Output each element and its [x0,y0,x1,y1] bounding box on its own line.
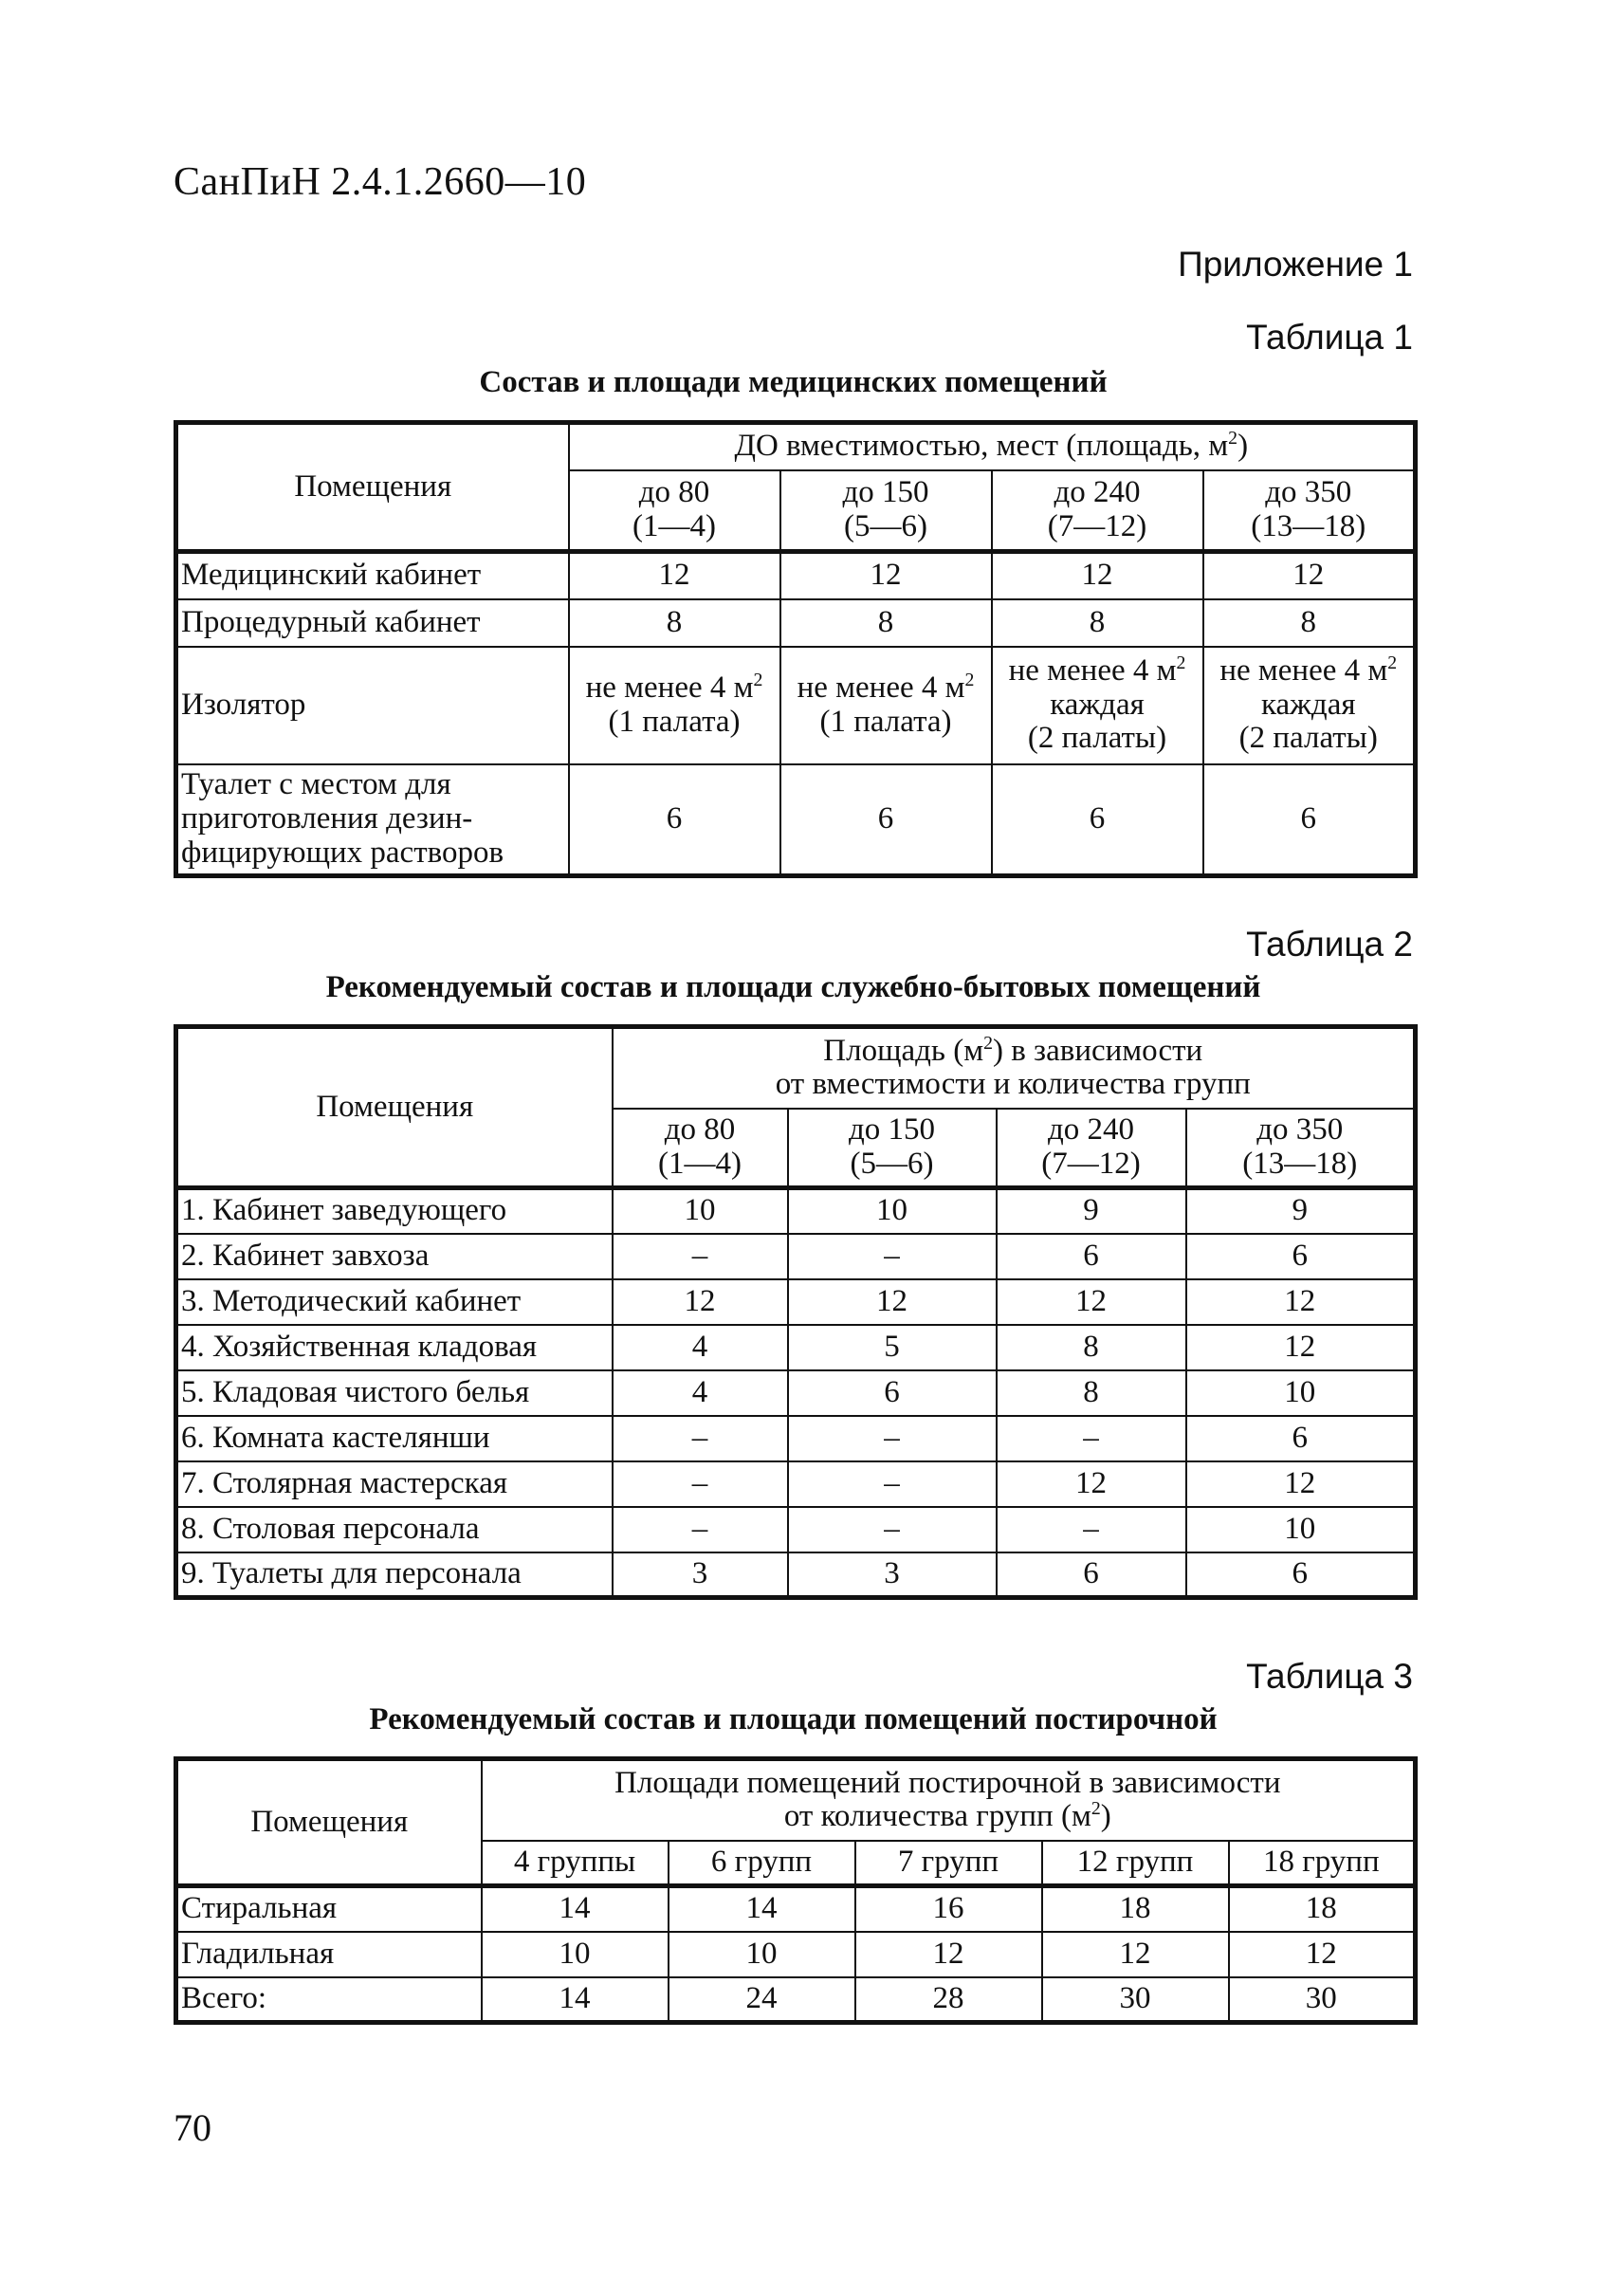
table2-header-col: до 80 (1—4) [613,1109,788,1188]
cell: 30 [1229,1977,1416,2023]
cell: не менее 4 $м^2$ каждая (2 палаты) [1203,647,1416,764]
row-name: 3. Методический кабинет [176,1279,613,1325]
table3-title: Рекомендуемый состав и площади помещений постирочной [369,1702,1218,1736]
table3-label: Таблица 3 [1246,1657,1413,1696]
cell: 6 [997,1234,1186,1279]
table2-header-col: до 350 (13—18) [1186,1109,1416,1188]
cell: – [997,1507,1186,1552]
cell: 8 [569,599,780,647]
cell: 10 [613,1188,788,1234]
cell: 6 [1186,1552,1416,1598]
cell: 30 [1042,1977,1229,2023]
cell: 18 [1042,1886,1229,1932]
table3-header-group: Площади помещений постирочной в зависимости от количества групп $(м^2)$ [482,1759,1416,1841]
cell: – [788,1507,997,1552]
cell: 3 [613,1552,788,1598]
table-row [176,1370,1416,1416]
row-name: 9. Туалеты для персонала [176,1552,613,1598]
table2-header-col: до 240 (7—12) [997,1109,1186,1188]
cell: 4 [613,1370,788,1416]
cell: 6 [1186,1234,1416,1279]
cell: 8 [997,1370,1186,1416]
cell: 10 [482,1932,669,1977]
table-row [176,1507,1416,1552]
cell: 16 [855,1886,1042,1932]
cell: 12 [788,1279,997,1325]
cell: 12 [1229,1932,1416,1977]
table1-label: Таблица 1 [1246,318,1413,357]
page-number: 70 [174,2106,211,2149]
cell: 12 [1186,1461,1416,1507]
table-row [176,1977,1416,2023]
row-name: 1. Кабинет заведующего [176,1188,613,1234]
row-name: Всего: [176,1977,482,2023]
cell: 10 [788,1188,997,1234]
cell: 14 [482,1977,669,2023]
table3-header-col: 7 групп [855,1841,1042,1886]
cell: 10 [1186,1507,1416,1552]
table-row [176,1279,1416,1325]
table2-title: Рекомендуемый состав и площади служебно-бытовых помещений [325,970,1261,1004]
row-name: Медицинский кабинет [176,552,569,599]
table-row [176,1188,1416,1234]
row-name: Туалет с местом для приготовления дезин- фицирующих растворов [176,764,569,876]
cell: 6 [780,764,992,876]
table2-header-col: до 150 (5—6) [788,1109,997,1188]
row-name: Стиральная [176,1886,482,1932]
cell: 12 [569,552,780,599]
table-row [176,1886,1416,1932]
table3-header-col: 18 групп [1229,1841,1416,1886]
table-row [176,1552,1416,1598]
cell: 6 [788,1370,997,1416]
row-name: Изолятор [176,647,569,764]
table3-header-col: 12 групп [1042,1841,1229,1886]
table-row [176,1461,1416,1507]
cell: – [613,1416,788,1461]
row-name: 7. Столярная мастерская [176,1461,613,1507]
table-row [176,764,1416,876]
table-row [176,552,1416,599]
cell: 18 [1229,1886,1416,1932]
cell: 12 [613,1279,788,1325]
table1-header-col: до 350 (13—18) [1203,470,1416,552]
cell: не менее 4 $м^2$ (1 палата) [569,647,780,764]
cell: 5 [788,1325,997,1370]
cell: 8 [1203,599,1416,647]
table1-header-group: ДО вместимостью, мест (площадь, $м^2$) [569,423,1416,470]
table2-header-room: Помещения [176,1027,613,1188]
cell: 12 [997,1461,1186,1507]
table-row [176,1416,1416,1461]
cell: 6 [1203,764,1416,876]
cell: – [788,1461,997,1507]
row-name: 6. Комната кастелянши [176,1416,613,1461]
cell: 10 [1186,1370,1416,1416]
table-row [176,1325,1416,1370]
cell: 12 [1042,1932,1229,1977]
table1-header-col: до 80 (1—4) [569,470,780,552]
appendix-label: Приложение 1 [1178,245,1413,284]
row-name: 8. Столовая персонала [176,1507,613,1552]
cell: 12 [1186,1279,1416,1325]
table-row [176,599,1416,647]
row-name: 4. Хозяйственная кладовая [176,1325,613,1370]
table3-header-col: 4 группы [482,1841,669,1886]
cell: – [613,1461,788,1507]
cell: 14 [669,1886,855,1932]
cell: 12 [780,552,992,599]
table2 [174,1024,1418,1600]
cell: 6 [569,764,780,876]
cell: 6 [1186,1416,1416,1461]
table3 [174,1756,1418,2025]
cell: 8 [992,599,1203,647]
cell: 9 [997,1188,1186,1234]
row-name: Процедурный кабинет [176,599,569,647]
cell: 28 [855,1977,1042,2023]
document-code: СанПиН 2.4.1.2660—10 [174,160,587,204]
table3-header-room: Помещения [176,1759,482,1886]
cell: 12 [855,1932,1042,1977]
table2-label: Таблица 2 [1246,925,1413,964]
cell: 10 [669,1932,855,1977]
cell: 12 [992,552,1203,599]
cell: 3 [788,1552,997,1598]
cell: 9 [1186,1188,1416,1234]
row-name: 2. Кабинет завхоза [176,1234,613,1279]
cell: 24 [669,1977,855,2023]
cell: – [613,1234,788,1279]
row-name: Гладильная [176,1932,482,1977]
cell: 8 [780,599,992,647]
table1-header-col: до 150 (5—6) [780,470,992,552]
cell: – [788,1416,997,1461]
table3-header-col: 6 групп [669,1841,855,1886]
cell: 8 [997,1325,1186,1370]
cell: – [613,1507,788,1552]
row-name: 5. Кладовая чистого белья [176,1370,613,1416]
cell: 14 [482,1886,669,1932]
cell: не менее 4 $м^2$ (1 палата) [780,647,992,764]
table1 [174,420,1418,878]
cell: 12 [1203,552,1416,599]
table-row [176,647,1416,764]
cell: 12 [1186,1325,1416,1370]
cell: 4 [613,1325,788,1370]
cell: не менее 4 $м^2$ каждая (2 палаты) [992,647,1203,764]
table-row [176,1932,1416,1977]
cell: 6 [997,1552,1186,1598]
table-row [176,1234,1416,1279]
cell: 12 [997,1279,1186,1325]
cell: – [997,1416,1186,1461]
table2-header-group: Площадь $(м^2)$ в зависимости от вместимости и количества групп [613,1027,1416,1109]
cell: 6 [992,764,1203,876]
table1-title: Состав и площади медицинских помещений [479,365,1108,399]
cell: – [788,1234,997,1279]
table1-header-col: до 240 (7—12) [992,470,1203,552]
table1-header-room: Помещения [176,423,569,552]
